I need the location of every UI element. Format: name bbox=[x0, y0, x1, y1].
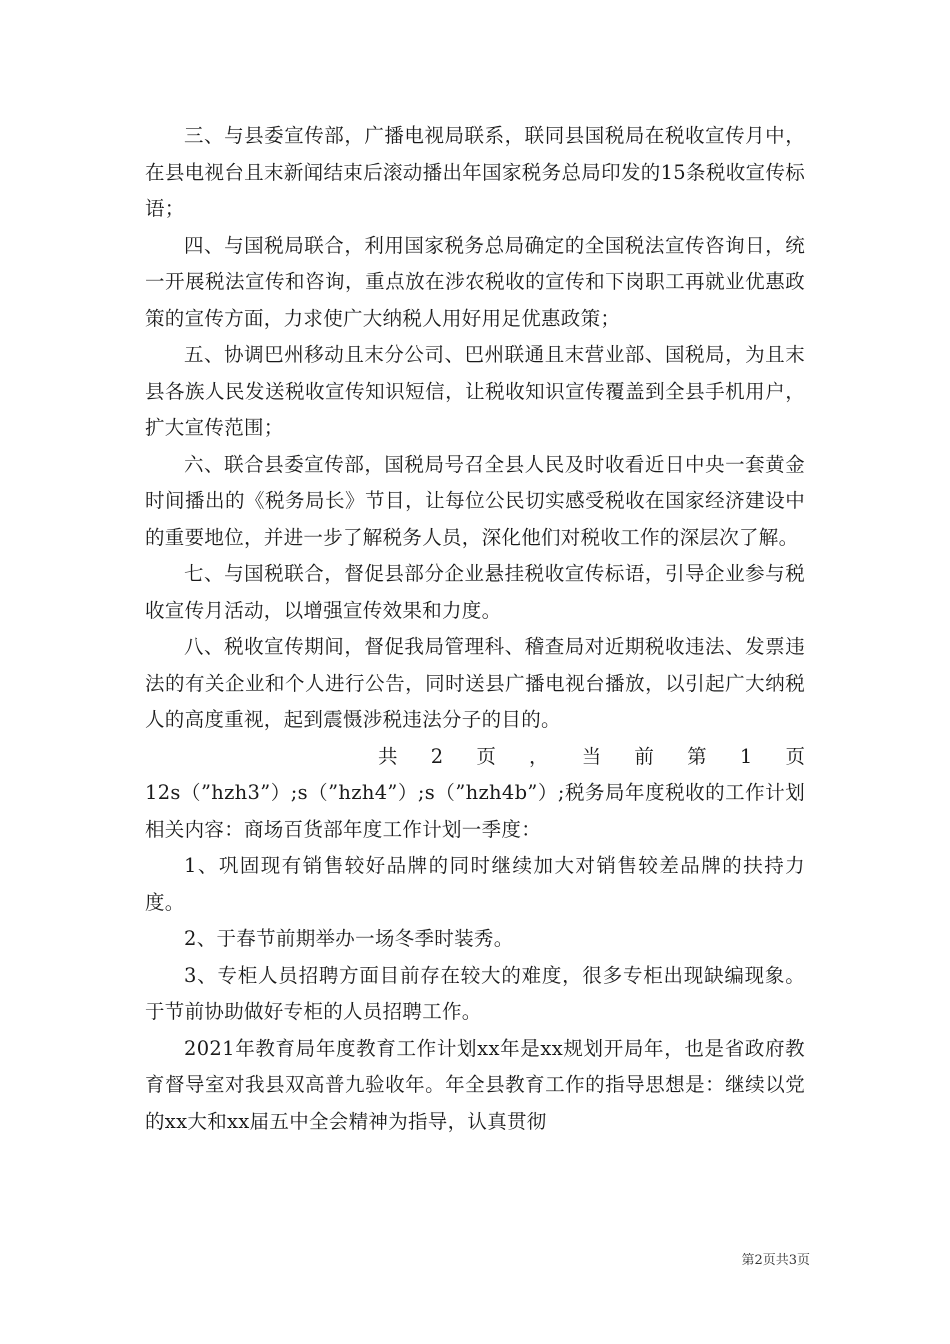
page-indicator-part: 1 bbox=[739, 744, 753, 768]
paragraph-7: 七、与国税联合，督促县部分企业悬挂税收宣传标语，引导企业参与税收宣传月活动，以增强宣传效果和力度。 bbox=[145, 562, 805, 622]
paragraph-8: 八、税收宣传期间，督促我局管理科、稽查局对近期税收违法、发票违法的有关企业和个人进行公告，同时送县广播电视台播放，以引起广大纳税人的高度重视，起到震慑涉税违法分子的目的。 bbox=[145, 635, 805, 731]
page-footer: 第2页共3页 bbox=[741, 1253, 810, 1268]
document-body bbox=[145, 118, 805, 1140]
paragraph-item-3: 3、专柜人员招聘方面目前存在较大的难度，很多专柜出现缺编现象。于节前协助做好专柜的人员招聘工作。 bbox=[145, 963, 805, 1023]
paragraph-education-plan: 2021年教育局年度教育工作计划xx年是xx规划开局年，也是省政府教育督导室对我县双高普九验收年。年全县教育工作的指导思想是：继续以党的xx大和xx届五中全会精神为指导，认真贯彻 bbox=[145, 1036, 805, 1133]
page-indicator bbox=[145, 739, 805, 776]
paragraph-4: 四、与国税局联合，利用国家税务总局确定的全国税法宣传咨询日，统一开展税法宣传和咨询，重点放在涉农税收的宣传和下岗职工再就业优惠政策的宣传方面，力求使广大纳税人用好用足优惠政策； bbox=[145, 233, 805, 330]
paragraph-item-2: 2、于春节前期举办一场冬季时装秀。 bbox=[184, 927, 514, 950]
page-indicator-part: 第 bbox=[687, 744, 707, 768]
paragraph-6: 六、联合县委宣传部，国税局号召全县人民及时收看近日中央一套黄金时间播出的《税务局长》节目，让每位公民切实感受税收在国家经济建设中的重要地位，并进一步了解税务人员，深化他们对税收工作的深层次了解。 bbox=[145, 452, 805, 549]
page-indicator-part: 共 bbox=[378, 744, 398, 768]
page-indicator-part: 前 bbox=[634, 744, 654, 768]
page-indicator-part: 页 bbox=[476, 744, 496, 768]
code-line: 12s（”hzh3”）;s（”hzh4”）;s（”hzh4b”）;税务局年度税收的工作计划相关内容：商场百货部年度工作计划一季度： bbox=[145, 781, 805, 841]
page-indicator-part: 页 bbox=[785, 744, 805, 768]
page-indicator-part: 2 bbox=[430, 744, 444, 768]
paragraph-item-1: 1、巩固现有销售较好品牌的同时继续加大对销售较差品牌的扶持力度。 bbox=[145, 854, 805, 914]
page-indicator-part: 当 bbox=[581, 744, 602, 768]
paragraph-3: 三、与县委宣传部，广播电视局联系，联同县国税局在税收宣传月中，在县电视台且末新闻结束后滚动播出年国家税务总局印发的15条税收宣传标语； bbox=[145, 124, 805, 220]
page-indicator-part: ， bbox=[529, 744, 549, 768]
paragraph-5: 五、协调巴州移动且末分公司、巴州联通且末营业部、国税局，为且末县各族人民发送税收宣传知识短信，让税收知识宣传覆盖到全县手机用户，扩大宣传范围； bbox=[145, 343, 805, 439]
